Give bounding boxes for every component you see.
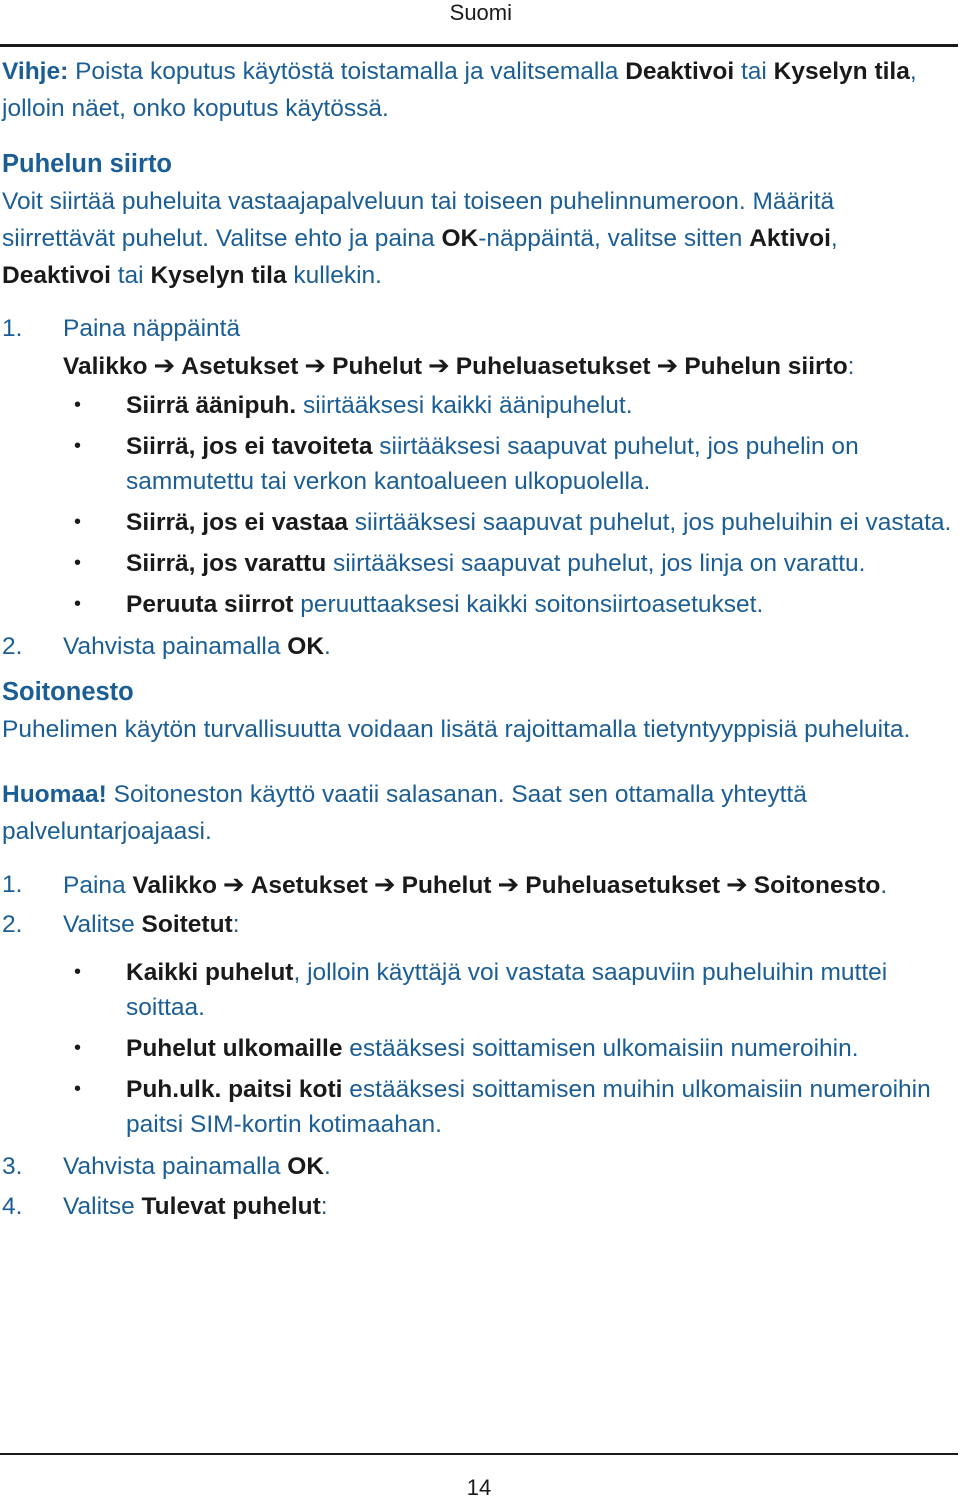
arrow-right-icon: ➔ (656, 350, 679, 380)
menu-path-item: Puheluasetukset (455, 353, 651, 380)
menu-path-item: Valikko (63, 353, 148, 380)
note-paragraph: Huomaa! Soitoneston käyttö vaatii salasanan. Saat sen ottamalla yhteyttä palveluntarjoajaasi. (2, 781, 807, 845)
list-item: • Siirrä, jos ei vastaa siirtääksesi saapuvat puhelut, jos puheluihin ei vastata. (126, 505, 952, 540)
header-rule (0, 44, 958, 47)
forwarding-step-1: 1. Paina näppäintä Valikko ➔ Asetukset ➔ Puhelut ➔ Puheluasetukset ➔ Puhelun siirto: (2, 315, 855, 380)
list-item: • Puh.ulk. paitsi koti estääksesi soittamisen muihin ulkomaisiin numeroihin paitsi SIM-kortin kotimaahan. (126, 1072, 952, 1142)
section-title-call-barring: Soitonesto (2, 678, 134, 706)
tip-label: Vihje: (2, 58, 69, 85)
call-forwarding-intro: Voit siirtää puheluita vastaajapalveluun tai toiseen puhelinnumeroon. Määritä siirrettävät puhelut. Valitse ehto ja paina OK-näppäintä, valitse sitten Aktivoi, Deaktivoi tai Kyselyn tila kullekin. (2, 188, 838, 289)
barring-step-1: 1. Paina Valikko ➔ Asetukset ➔ Puhelut ➔ Puheluasetukset ➔ Soitonesto. (2, 869, 888, 899)
menu-path-item: Asetukset (250, 872, 368, 899)
section-label: Suomi (449, 0, 512, 25)
barring-step-3: 3. Vahvista painamalla OK. (2, 1153, 331, 1180)
menu-path-item: Puheluasetukset (525, 872, 720, 899)
section-title-call-forwarding: Puhelun siirto (2, 150, 173, 178)
arrow-right-icon: ➔ (428, 350, 450, 380)
page-number: 14 (466, 1475, 492, 1500)
arrow-right-icon: ➔ (222, 869, 245, 899)
arrow-right-icon: ➔ (153, 350, 176, 380)
list-item: • Puhelut ulkomaille estääksesi soittamisen ulkomaisiin numeroihin. (126, 1031, 952, 1066)
list-item: • Kaikki puhelut, jolloin käyttäjä voi vastata saapuviin puheluihin muttei soittaa. (126, 955, 952, 1025)
list-item: • Siirrä äänipuh. siirtääksesi kaikki äänipuhelut. (126, 388, 952, 423)
list-item: • Peruuta siirrot peruuttaaksesi kaikki soitonsiirtoasetukset. (126, 587, 952, 622)
call-barring-intro: Puhelimen käytön turvallisuutta voidaan lisätä rajoittamalla tietyntyyppisiä puheluita. (2, 716, 911, 743)
menu-path-item: Valikko (132, 872, 217, 899)
forwarding-options-list (2, 388, 952, 622)
list-item: • Siirrä, jos varattu siirtääksesi saapuvat puhelut, jos linja on varattu. (126, 546, 952, 581)
forwarding-step-2: 2. Vahvista painamalla OK. (2, 633, 331, 660)
arrow-right-icon: ➔ (725, 869, 748, 899)
arrow-right-icon: ➔ (304, 350, 327, 380)
barring-options-list (2, 955, 952, 1142)
footer-rule (0, 1453, 958, 1455)
note-label: Huomaa! (2, 781, 107, 808)
arrow-right-icon: ➔ (497, 869, 520, 899)
menu-path-item: Asetukset (181, 353, 299, 380)
menu-path-item: Puhelut (401, 872, 492, 899)
menu-path-item: Soitonesto (753, 872, 881, 899)
page-content (2, 50, 952, 1225)
barring-step-4: 4. Valitse Tulevat puhelut: (2, 1193, 328, 1220)
menu-path-item: Puhelun siirto (684, 353, 848, 380)
arrow-right-icon: ➔ (373, 869, 396, 899)
menu-path-item: Puhelut (332, 353, 422, 380)
barring-step-2: 2. Valitse Soitetut: (2, 911, 240, 938)
list-item: • Siirrä, jos ei tavoiteta siirtääksesi saapuvat puhelut, jos puhelin on sammutettu tai verkon kantoalueen ulkopuolella. (126, 429, 952, 499)
tip-paragraph: Vihje: Poista koputus käytöstä toistamalla ja valitsemalla Deaktivoi tai Kyselyn tila, jolloin näet, onko koputus käytössä. (2, 58, 917, 122)
